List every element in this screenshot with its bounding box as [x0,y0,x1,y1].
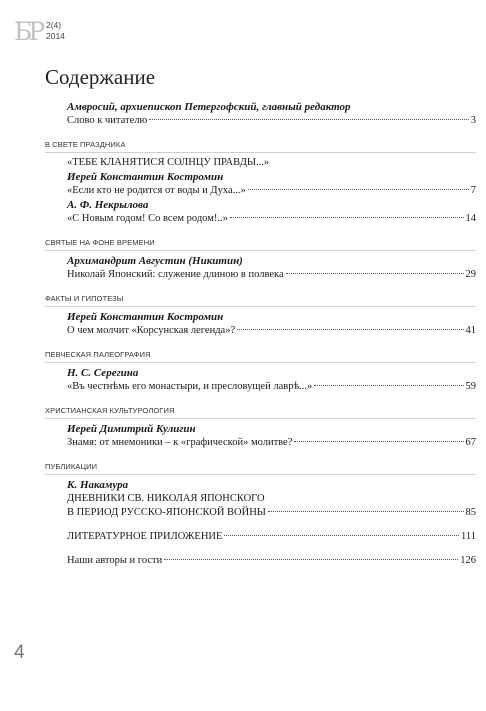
leader-dots [314,385,463,386]
issue-year: 2014 [46,31,65,41]
toc-entry-page: 29 [465,269,476,280]
issue-number: 2(4) [46,20,62,30]
toc-section [45,350,476,394]
toc-entry-page: 14 [465,213,476,224]
toc-entry[interactable] [67,212,476,226]
leader-dots [248,189,469,190]
toc-entry[interactable] [67,114,476,128]
toc-entry-title-line: ДНЕВНИКИ СВ. НИКОЛАЯ ЯПОНСКОГО [67,493,265,504]
toc-block [45,198,476,226]
toc-section [45,462,476,568]
toc-author: А. Ф. Некрылова [67,199,149,211]
section-rubric: В СВЕТЕ ПРАЗДНИКА [45,140,476,153]
toc-entry-title: Знамя: от мнемоники – к «графической» молитве? [67,437,293,448]
toc-intro [45,100,476,128]
leader-dots [230,217,464,218]
toc-entry-title: Слово к читателю [67,115,148,126]
toc-block [45,422,476,450]
toc-entry[interactable] [67,436,476,450]
toc-entry-title: Наши авторы и гости [67,555,163,566]
toc-entry[interactable] [67,268,476,282]
toc-author: Н. С. Серегина [67,367,139,379]
spacer [67,520,476,530]
toc-entry[interactable] [67,530,476,544]
toc-entry-title: Николай Японский: служение длиною в полвека [67,269,284,280]
section-rubric: ХРИСТИАНСКАЯ КУЛЬТУРОЛОГИЯ [45,406,476,419]
toc-author: Архимандрит Августин (Никитин) [67,255,243,267]
leader-dots [149,119,468,120]
toc-section [45,294,476,338]
toc-author: Иерей Димитрий Кулигин [67,423,196,435]
toc-entry[interactable] [67,184,476,198]
toc-entry-title: «ТЕБЕ КЛАНЯТИСЯ СОЛНЦУ ПРАВДЫ...» [67,157,270,168]
section-rubric: ПЕВЧЕСКАЯ ПАЛЕОГРАФИЯ [45,350,476,363]
page-title: Содержание [45,65,156,89]
toc-section [45,406,476,450]
toc-section [45,140,476,226]
issue-info [46,20,65,42]
leader-dots [294,441,463,442]
toc-block [45,100,476,128]
toc-entry-title: «С Новым годом! Со всем родом!..» [67,213,228,224]
toc-entry[interactable] [67,554,476,568]
leader-dots [224,535,459,536]
toc-author: Амвросий, архиепископ Петергофский, главный редактор [67,101,351,113]
spacer [67,544,476,554]
toc-entry-title: «Въ честнѣмь его монастыри, и пресловущей лаврѣ...» [67,381,313,392]
toc-author: К. Накамура [67,479,129,491]
toc-block [45,310,476,338]
toc-author: Иерей Константин Костромин [67,171,224,183]
section-rubric: СВЯТЫЕ НА ФОНЕ ВРЕМЕНИ [45,238,476,251]
toc-entry-page: 3 [470,115,476,126]
leader-dots [237,329,463,330]
toc-block [45,520,476,544]
toc-entry[interactable] [67,156,476,170]
toc-entry-title: О чем молчит «Корсунская легенда»? [67,325,236,336]
toc-entry-title: В ПЕРИОД РУССКО-ЯПОНСКОЙ ВОЙНЫ [67,507,266,518]
toc-entry-page: 67 [465,437,476,448]
toc-entry-page: 59 [465,381,476,392]
toc-entry-title: ЛИТЕРАТУРНОЕ ПРИЛОЖЕНИЕ [67,531,223,542]
toc-entry-page: 41 [465,325,476,336]
toc-entry-page: 111 [461,531,476,542]
toc-block [45,366,476,394]
journal-logo: БР [14,17,42,46]
leader-dots [286,273,464,274]
toc-block [45,544,476,568]
toc-block [45,478,476,520]
table-of-contents [45,100,476,580]
toc-section [45,238,476,282]
page-number: 4 [14,642,24,663]
toc-entry[interactable] [67,324,476,338]
leader-dots [164,559,458,560]
toc-entry[interactable] [67,506,476,520]
toc-entry-page: 126 [460,555,476,566]
toc-block [45,254,476,282]
leader-dots [268,511,464,512]
toc-entry-title: «Если кто не родится от воды и Духа...» [67,185,246,196]
section-rubric: ПУБЛИКАЦИИ [45,462,476,475]
toc-block [45,170,476,198]
toc-entry-page: 85 [465,507,476,518]
section-rubric: ФАКТЫ И ГИПОТЕЗЫ [45,294,476,307]
toc-entry-page: 7 [470,185,476,196]
toc-entry[interactable] [67,380,476,394]
toc-block [45,156,476,170]
toc-author: Иерей Константин Костромин [67,311,224,323]
